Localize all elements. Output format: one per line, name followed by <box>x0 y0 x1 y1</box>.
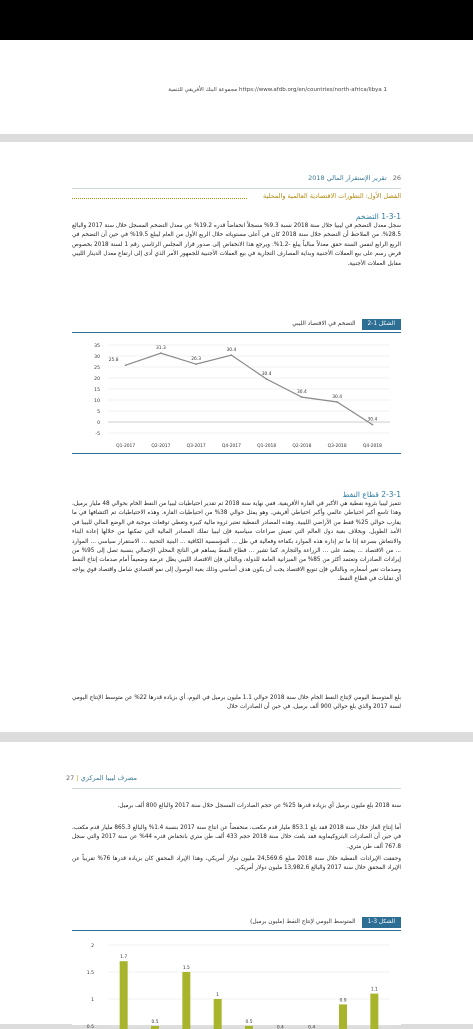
x-tick-label: Q4-2018 <box>362 444 382 449</box>
chart2-caption <box>250 917 401 928</box>
data-label: 30.4 <box>367 417 378 423</box>
page-header <box>308 174 401 182</box>
data-point <box>125 364 127 366</box>
header-title: تقرير الإستقرار المالي 2018 <box>308 174 387 182</box>
data-label: 0.4 <box>276 1025 284 1029</box>
page-27 <box>0 742 473 1029</box>
y-tick-label: 1.5 <box>86 971 94 976</box>
data-label: 1.1 <box>370 987 378 993</box>
page-26 <box>0 142 473 732</box>
y-tick-label: 0.5 <box>86 1025 94 1029</box>
section-title: الفصل الأول: التطورات الاقتصادية العالمية والمحلية <box>263 192 401 200</box>
y-tick-label: 25 <box>94 366 100 371</box>
data-label: 0.4 <box>308 1025 316 1029</box>
data-label: 31.3 <box>155 346 166 352</box>
chart1-container <box>72 332 401 454</box>
data-label: 1 <box>216 993 220 998</box>
data-label: 30.4 <box>296 390 307 396</box>
bar <box>214 999 222 1029</box>
y-tick-label: 0 <box>97 421 100 426</box>
data-point <box>230 354 232 356</box>
data-point <box>160 352 162 354</box>
y-tick-label: -5 <box>95 432 100 437</box>
y-tick-label: 5 <box>97 410 100 415</box>
chart1-caption <box>292 319 401 330</box>
page-number: 26 <box>392 174 401 182</box>
data-point <box>301 396 303 398</box>
data-point <box>195 363 197 365</box>
chart2-label: الشكل 3-1 <box>362 917 401 928</box>
data-label: 0.5 <box>245 1020 253 1025</box>
bar <box>120 961 128 1029</box>
x-tick-label: Q1-2018 <box>257 444 277 449</box>
page-number: 27 <box>66 774 75 782</box>
data-label: 30.4 <box>332 394 343 400</box>
data-point <box>371 424 373 426</box>
footnote <box>168 87 387 93</box>
chart1-title: التضخم في الاقتصاد الليبي <box>292 321 356 327</box>
bar <box>370 994 378 1029</box>
top-black-bar <box>0 0 473 40</box>
paragraph-exports: سنة 2018 بلغ مليون برميل أي بزيادة قدرها 25% عن حجم الصادرات المسجل خلال سنة 2017 والبالغ 800 ألف برميل. <box>117 803 401 809</box>
footnote-text: https://www.afdb.org/en/countries/north-africa/libya مجموعة البنك الأفريقي للتنمية <box>168 87 382 93</box>
chart2-container <box>72 930 401 1029</box>
bar <box>182 972 190 1029</box>
paragraph-gas: أما إنتاج الغاز خلال سنة 2018 فقد بلغ 853.1 مليار قدم مكعب، منخفضاً عن انتاج سنة 2017 بنسبة 1.4% والبالغ 865.3 مليار قدم مكعب، في حين أن الصادرات البتروكيماوية فقد بلغت خلال سنة 2018 حجم 433 ألف طن متري بانخفاض قدره 44% عن سنة 2017 والتي سجل 767.8 ألف طن متري. <box>72 825 401 850</box>
data-label: 25.8 <box>108 358 119 364</box>
data-label: 1.7 <box>120 955 128 961</box>
y-tick-label: 35 <box>94 344 100 349</box>
paragraph-inflation: سجل معدل التضخم في ليبيا خلال سنة 2018 نسبة 9.3% مسجلاً انخفاضاً قدره 19.2% عن معدل التضخم المسجل خلال سنة 2017 والبالغ 28.5%. من الملاحظ أن التضخم خلال سنة 2018 كان في أعلى مستوياته خلال الربع الأول من العام ليبلغ 19.5% في حين أن التضخم في الربع الرابع لنفس السنة حقق معدلاً سالباً يبلغ -1.2%. ويرجع هذا الانخفاض إلى صدور قرار المجلس الرئاسي رقم 1 لسنة 2018 بخصوص فرض رسم على بيع العملات الأجنبية وبداية المصارف التجارية في بيع العملات الأجنبية للجمهور الأمر الذي أدى إلى ارتفاع معدل الدينار الليبي مقابل العملات الأجنبية. <box>72 223 402 267</box>
data-point <box>266 378 268 380</box>
y-tick-label: 15 <box>94 388 100 393</box>
data-label: 1.5 <box>182 966 190 971</box>
data-point <box>336 401 338 403</box>
x-tick-label: Q2-2017 <box>151 444 171 449</box>
x-tick-label: Q2-2018 <box>292 444 312 449</box>
y-tick-label: 10 <box>94 399 100 404</box>
x-tick-label: Q3-2017 <box>186 444 206 449</box>
bar <box>339 1004 347 1029</box>
y-tick-label: 20 <box>94 377 100 382</box>
chart2-title: المتوسط اليومي لإنتاج النفط (مليون برميل) <box>250 919 356 925</box>
paragraph-revenue: وحققت الإيرادات النفطية خلال سنة 2018 مبلغ 24,569.6 مليون دولار أمريكي، وهذا الإيراد المحقق كان بزيادة قدرها 76% تقريباً عن الإيراد المحقق خلال سنة 2017 والبالغ 13,982.6 مليون دولار أمريكي. <box>72 856 402 872</box>
paragraph-oil-production: بلغ المتوسط اليومي لإنتاج النفط الخام خلال سنة 2018 حوالي 1.1 مليون برميل في اليوم، أي بزيادة قدرها 22% عن متوسط الإنتاج اليومي لسنة 2017 والذي بلغ حوالي 900 ألف برميل، في حين أن الصادرات خلال <box>72 695 401 711</box>
data-label: 30.4 <box>226 348 237 354</box>
header-rule <box>72 188 401 189</box>
oil-production-bar-chart <box>72 931 401 1029</box>
data-label: 0.9 <box>339 998 347 1004</box>
inflation-line-chart <box>72 333 401 453</box>
chart1-label: الشكل 1-2 <box>362 319 401 330</box>
paragraph-oil: تتميز ليبيا بثروة نفطية هي الأكبر في القارة الأفريقية. ففي نهاية سنة 2018 تم تقدير احتياطيات ليبيا من النفط الخام بحوالي 48 مليار برميل، وهذا تاسع أكبر احتياطي عالمي وأكبر احتياطي أفريقي. وهو يمثل حوالي 38% من احتياطيات القارة. وهذه الاحتياطيات تم اكتشافها في ما يقارب حوالي 25% فقط من الأراضي الليبية. وهذه المصادر النفطية تعتبر ثروة مالية كبيرة وتغطي توقعات موجبة في الوضع المالي لليبيا في الأمد الطويل. وبخلاف بقية دول العالم التي تعيش صراعات سياسية فإن ليبيا تملك المصادر المالية التي تمكنها من خلالها إعادة البناء والانتعاش بسرعة إذا ما تم إدارة هذه الموارد بكفاءة وفعالية في ظل ... المؤسسية الكافية ... البنية التحتية ... الاستقرار سياسي ... الموارد ... من الاقتصاد ... يعتمد على ... الزراعة والتجارة. كما تشير ... قطاع النفط يساهم في الناتج المحلي الإجمالي بنسبة تصل إلى 95% من إيرادات الصادرات وتعتمد أكثر من 85% من الميزانية العامة للدولة، وبالتالي فإن الاقتصاد الليبي يظل عرضة وضعيفاً أمام صدمات إنتاج النفط وصدمات تغير أسعاره، وبالتالي فإن تنويع الاقتصاد يجب أن يكون هدف أساسي وذلك بغية الوصول إلى نمو اقتصادي شامل واقتصاد قوي يواجه أي تقلبات في قطاع النفط. <box>72 501 401 583</box>
y-tick-label: 1 <box>91 998 94 1003</box>
subsection-oil: 2-3-1 قطاع النفط <box>342 490 401 499</box>
subsection-inflation: 1-3-1 التضخم <box>355 212 401 221</box>
header-rule <box>72 788 401 789</box>
y-tick-label: 30 <box>94 355 100 360</box>
x-tick-label: Q3-2018 <box>327 444 347 449</box>
section-dots <box>72 198 247 199</box>
x-tick-label: Q4-2017 <box>221 444 241 449</box>
header-title: مصرف ليبيا المركزي <box>80 774 137 782</box>
data-label: 26.3 <box>191 357 202 363</box>
footnote-number: 1 <box>383 87 387 93</box>
x-tick-label: Q1-2017 <box>116 444 136 449</box>
page-header: 27 | مصرف ليبيا المركزي <box>66 774 137 782</box>
y-tick-label: 2 <box>91 944 94 949</box>
data-label: 0.5 <box>151 1020 159 1025</box>
page-previous <box>0 40 473 134</box>
data-label: 30.4 <box>261 372 272 378</box>
